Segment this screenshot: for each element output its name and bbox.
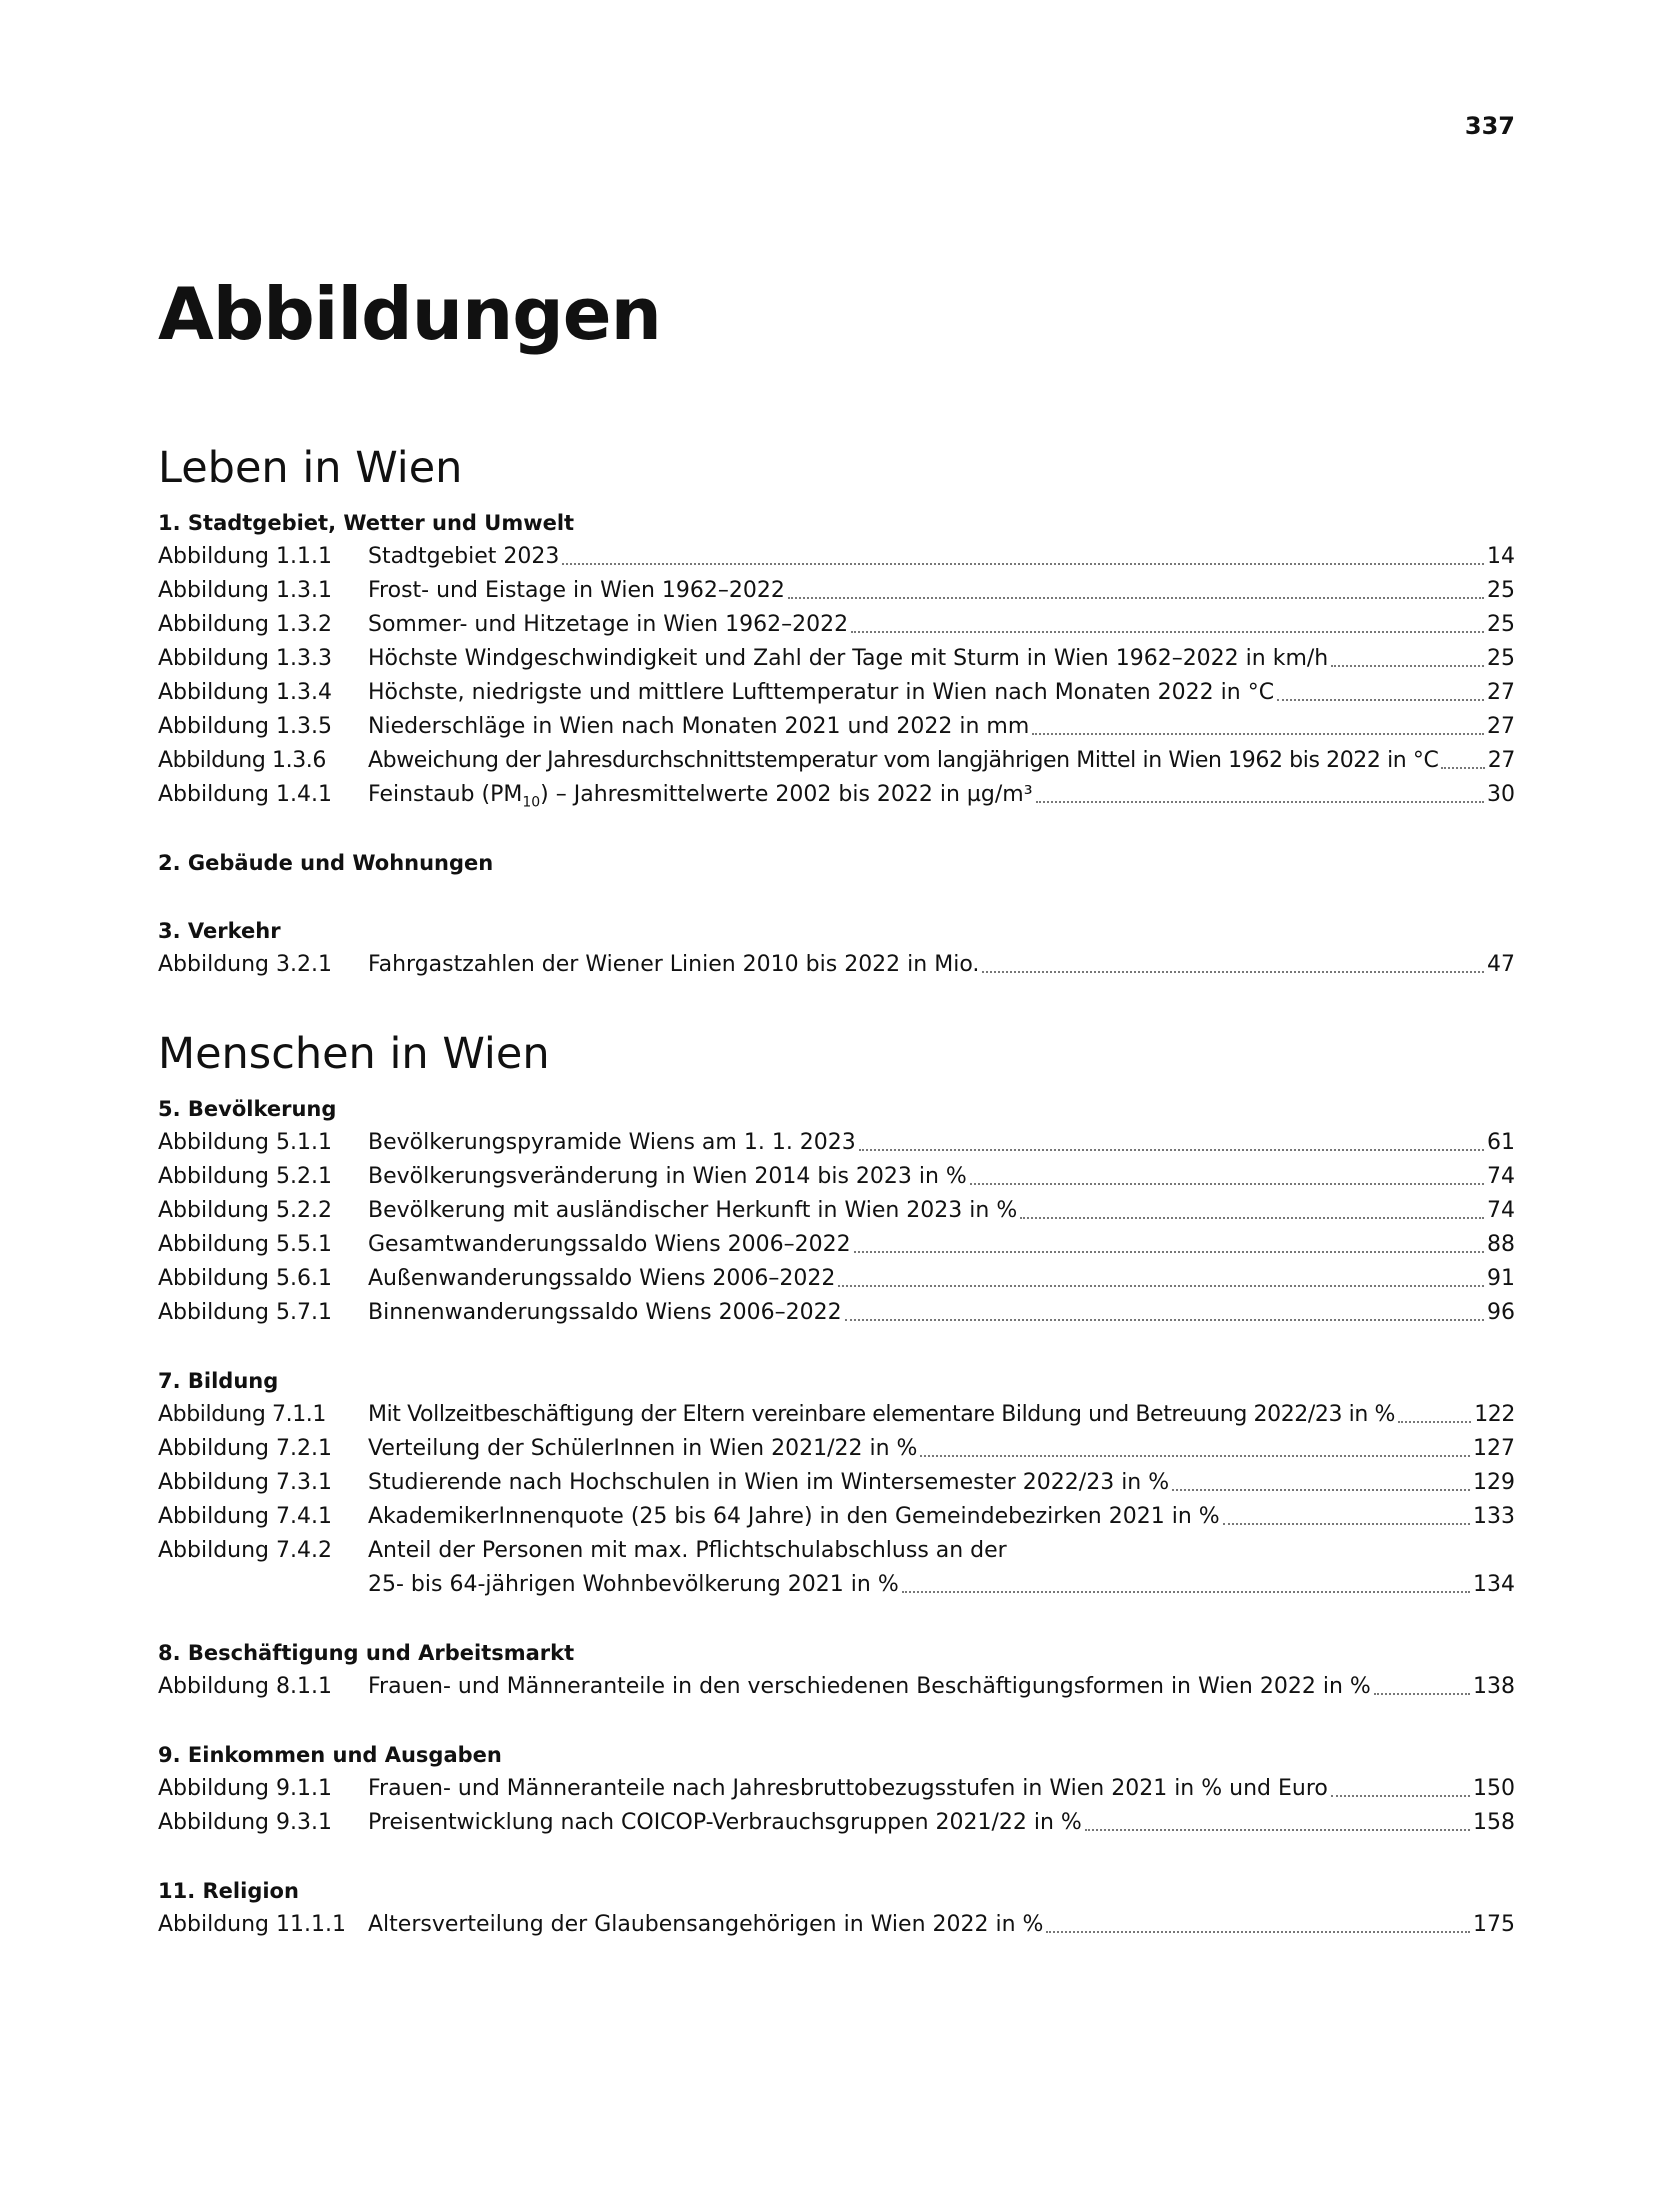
figure-entry[interactable] [158,1262,1515,1296]
figure-page: 138 [1473,1674,1515,1699]
figure-page: 129 [1473,1470,1515,1495]
page-title: Abbildungen [158,272,661,356]
figure-number: Abbildung 3.2.1 [158,952,332,977]
figure-title-text: Fahrgastzahlen der Wiener Linien 2010 bis 2022 in Mio. [368,952,980,977]
figure-title-text: Altersverteilung der Glaubensangehörigen in Wien 2022 in % [368,1912,1044,1937]
figure-title-text: Sommer- und Hitzetage in Wien 1962–2022 [368,612,849,637]
figure-title-text: Gesamtwanderungssaldo Wiens 2006–2022 [368,1232,851,1257]
chapter [158,1738,1515,1840]
chapter-heading: 9. Einkommen und Ausgaben [158,1743,502,1767]
figure-title [368,1194,1515,1228]
figure-title [368,1160,1515,1194]
figure-page: 27 [1487,748,1515,773]
figure-entry[interactable] [158,1670,1515,1704]
figure-number: Abbildung 1.3.1 [158,578,332,603]
dot-leader [859,1149,1484,1151]
figure-page: 25 [1487,646,1515,671]
dot-leader [1085,1829,1470,1831]
figure-entry[interactable] [158,574,1515,608]
figure-entry[interactable] [158,676,1515,710]
figure-title [368,1500,1515,1534]
figure-page: 61 [1487,1130,1515,1155]
figure-title-text: Mit Vollzeitbeschäftigung der Eltern vereinbare elementare Bildung und Betreuung 2022/23 in % [368,1402,1396,1427]
dot-leader [1331,1795,1470,1797]
figure-page: 134 [1473,1572,1515,1597]
figure-entry[interactable] [158,744,1515,778]
figure-title [368,778,1515,812]
figure-page: 91 [1487,1266,1515,1291]
figure-title-text: Binnenwanderungssaldo Wiens 2006–2022 [368,1300,842,1325]
figure-title [368,574,1515,608]
figure-page: 96 [1487,1300,1515,1325]
figure-entry[interactable] [158,642,1515,676]
figure-title-text: Verteilung der SchülerInnen in Wien 2021/22 in % [368,1436,918,1461]
figure-number: Abbildung 1.1.1 [158,544,332,569]
figure-title-text: Abweichung der Jahresdurchschnittstemperatur vom langjährigen Mittel in Wien 1962 bis 2022 in °C [368,748,1439,773]
figure-number: Abbildung 1.3.3 [158,646,332,671]
figure-page: 47 [1487,952,1515,977]
figure-page: 30 [1487,782,1515,807]
figure-entry[interactable] [158,1296,1515,1330]
subscript: 10 [522,794,541,811]
chapter [158,846,1515,880]
figure-page: 27 [1487,714,1515,739]
figure-number: Abbildung 5.1.1 [158,1130,332,1155]
figure-title-text: Frost- und Eistage in Wien 1962–2022 [368,578,785,603]
figure-title [368,642,1515,676]
figure-page: 122 [1474,1402,1515,1427]
dot-leader [851,631,1484,633]
section-spacer [158,982,1515,1016]
figure-title [368,710,1515,744]
figure-title [368,608,1515,642]
chapter [158,506,1515,812]
chapter-heading: 8. Beschäftigung und Arbeitsmarkt [158,1641,575,1665]
figure-title [368,1432,1515,1466]
figure-title-text [368,778,1033,812]
figure-entry[interactable] [158,1194,1515,1228]
figure-title-line1: Anteil der Personen mit max. Pflichtschulabschluss an der [368,1538,1007,1563]
dot-leader [854,1251,1484,1253]
figure-title [368,1772,1515,1806]
figure-title [368,1126,1515,1160]
figure-page: 14 [1487,544,1515,569]
figure-number: Abbildung 5.7.1 [158,1300,332,1325]
dot-leader [1331,665,1484,667]
figure-entry[interactable] [158,540,1515,574]
dot-leader [1398,1421,1471,1423]
figure-page: 175 [1473,1912,1515,1937]
figure-page: 27 [1487,680,1515,705]
dot-leader [1046,1931,1470,1933]
figure-title [368,1670,1515,1704]
dot-leader [845,1319,1484,1321]
dot-leader [1032,733,1484,735]
dot-leader [982,971,1484,973]
figure-title-text: Stadtgebiet 2023 [368,544,560,569]
figure-page: 150 [1473,1776,1515,1801]
figure-entry[interactable] [158,608,1515,642]
dot-leader [788,597,1484,599]
figure-title [368,1908,1515,1942]
dot-leader [1277,699,1484,701]
figure-number: Abbildung 5.6.1 [158,1266,332,1291]
figure-number: Abbildung 9.1.1 [158,1776,332,1801]
figure-number: Abbildung 1.3.5 [158,714,332,739]
dot-leader [920,1455,1470,1457]
figure-title-text: Frauen- und Männeranteile nach Jahresbruttobezugsstufen in Wien 2021 in % und Euro [368,1776,1328,1801]
figure-number: Abbildung 5.2.1 [158,1164,332,1189]
figure-number: Abbildung 1.4.1 [158,782,332,807]
figure-number: Abbildung 7.3.1 [158,1470,332,1495]
figure-title-text: Bevölkerungspyramide Wiens am 1. 1. 2023 [368,1130,856,1155]
figure-entry[interactable] [158,1806,1515,1840]
figure-page: 127 [1473,1436,1515,1461]
dot-leader [1441,767,1484,769]
chapter [158,1874,1515,1942]
figure-entry[interactable] [158,1432,1515,1466]
chapter-heading: 1. Stadtgebiet, Wetter und Umwelt [158,511,575,535]
figure-page: 88 [1487,1232,1515,1257]
part-heading: Leben in Wien [158,443,463,493]
part-heading: Menschen in Wien [158,1029,550,1079]
figure-number: Abbildung 7.2.1 [158,1436,332,1461]
figure-title [368,744,1515,778]
figure-entry[interactable] [158,710,1515,744]
chapter [158,1636,1515,1704]
dot-leader [1020,1217,1484,1219]
figure-title-text: Höchste, niedrigste und mittlere Lufttemperatur in Wien nach Monaten 2022 in °C [368,680,1275,705]
figure-title [368,1296,1515,1330]
figure-title [368,1262,1515,1296]
figure-entry[interactable] [158,1228,1515,1262]
figure-number: Abbildung 5.5.1 [158,1232,332,1257]
figure-title-line2: 25- bis 64-jährigen Wohnbevölkerung 2021 in % [368,1572,899,1597]
figure-title-line2-row [368,1568,1515,1602]
figure-title [368,540,1515,574]
figure-entry[interactable] [158,1772,1515,1806]
figure-title-text: Außenwanderungssaldo Wiens 2006–2022 [368,1266,836,1291]
figure-title-text: Bevölkerung mit ausländischer Herkunft in Wien 2023 in % [368,1198,1018,1223]
dot-leader [1223,1523,1470,1525]
figure-page: 25 [1487,578,1515,603]
figure-title [368,948,1515,982]
figure-title [368,676,1515,710]
figure-title [368,1466,1515,1500]
figure-entry[interactable] [158,1908,1515,1942]
dot-leader [1374,1693,1470,1695]
figure-page: 133 [1473,1504,1515,1529]
figure-title-text: Preisentwicklung nach COICOP-Verbrauchsgruppen 2021/22 in % [368,1810,1082,1835]
figure-title-text: Bevölkerungsveränderung in Wien 2014 bis 2023 in % [368,1164,967,1189]
dot-leader [838,1285,1484,1287]
figure-title-text: Frauen- und Männeranteile in den verschiedenen Beschäftigungsformen in Wien 2022 in % [368,1674,1371,1699]
figure-page: 158 [1473,1810,1515,1835]
chapter-heading: 5. Bevölkerung [158,1097,337,1121]
chapter-heading: 11. Religion [158,1879,299,1903]
figure-entry[interactable] [158,948,1515,982]
figure-entry[interactable] [158,778,1515,812]
chapter-heading: 7. Bildung [158,1369,279,1393]
chapter [158,914,1515,982]
figure-title [368,1806,1515,1840]
figure-number: Abbildung 1.3.6 [158,748,326,773]
dot-leader [1172,1489,1470,1491]
chapter-heading: 3. Verkehr [158,919,281,943]
dot-leader [1036,801,1484,803]
figure-number: Abbildung 5.2.2 [158,1198,332,1223]
figure-title [368,1398,1515,1432]
figure-number: Abbildung 7.4.2 [158,1538,332,1563]
figure-entry[interactable] [158,1534,1515,1602]
figure-entry[interactable] [158,1126,1515,1160]
figure-title [368,1228,1515,1262]
chapter-heading: 2. Gebäude und Wohnungen [158,851,494,875]
figure-title-text: Niederschläge in Wien nach Monaten 2021 und 2022 in mm [368,714,1030,739]
figure-page: 74 [1487,1198,1515,1223]
figure-entry[interactable] [158,1160,1515,1194]
figure-number: Abbildung 7.1.1 [158,1402,326,1427]
figure-entry[interactable] [158,1500,1515,1534]
figure-number: Abbildung 1.3.4 [158,680,332,705]
figure-entry[interactable] [158,1466,1515,1500]
figure-entry[interactable] [158,1398,1515,1432]
figure-number: Abbildung 9.3.1 [158,1810,332,1835]
chapter [158,1092,1515,1330]
dot-leader [562,563,1484,565]
figure-page: 74 [1487,1164,1515,1189]
chapter [158,1364,1515,1602]
dot-leader [902,1591,1470,1593]
figure-number: Abbildung 11.1.1 [158,1912,346,1937]
figure-title [368,1534,1515,1602]
figure-title-text: AkademikerInnenquote (25 bis 64 Jahre) in den Gemeindebezirken 2021 in % [368,1504,1220,1529]
dot-leader [970,1183,1484,1185]
title-part: ) – Jahresmittelwerte 2002 bis 2022 in µg/m³ [540,782,1033,807]
page-number: 337 [1464,112,1515,140]
figure-number: Abbildung 7.4.1 [158,1504,332,1529]
figure-number: Abbildung 8.1.1 [158,1674,332,1699]
table-of-figures [158,430,1515,1942]
figure-title-text: Höchste Windgeschwindigkeit und Zahl der Tage mit Sturm in Wien 1962–2022 in km/h [368,646,1329,671]
figure-title-text: Studierende nach Hochschulen in Wien im Wintersemester 2022/23 in % [368,1470,1170,1495]
figure-page: 25 [1487,612,1515,637]
title-part: Feinstaub (PM [368,782,523,807]
figure-number: Abbildung 1.3.2 [158,612,332,637]
